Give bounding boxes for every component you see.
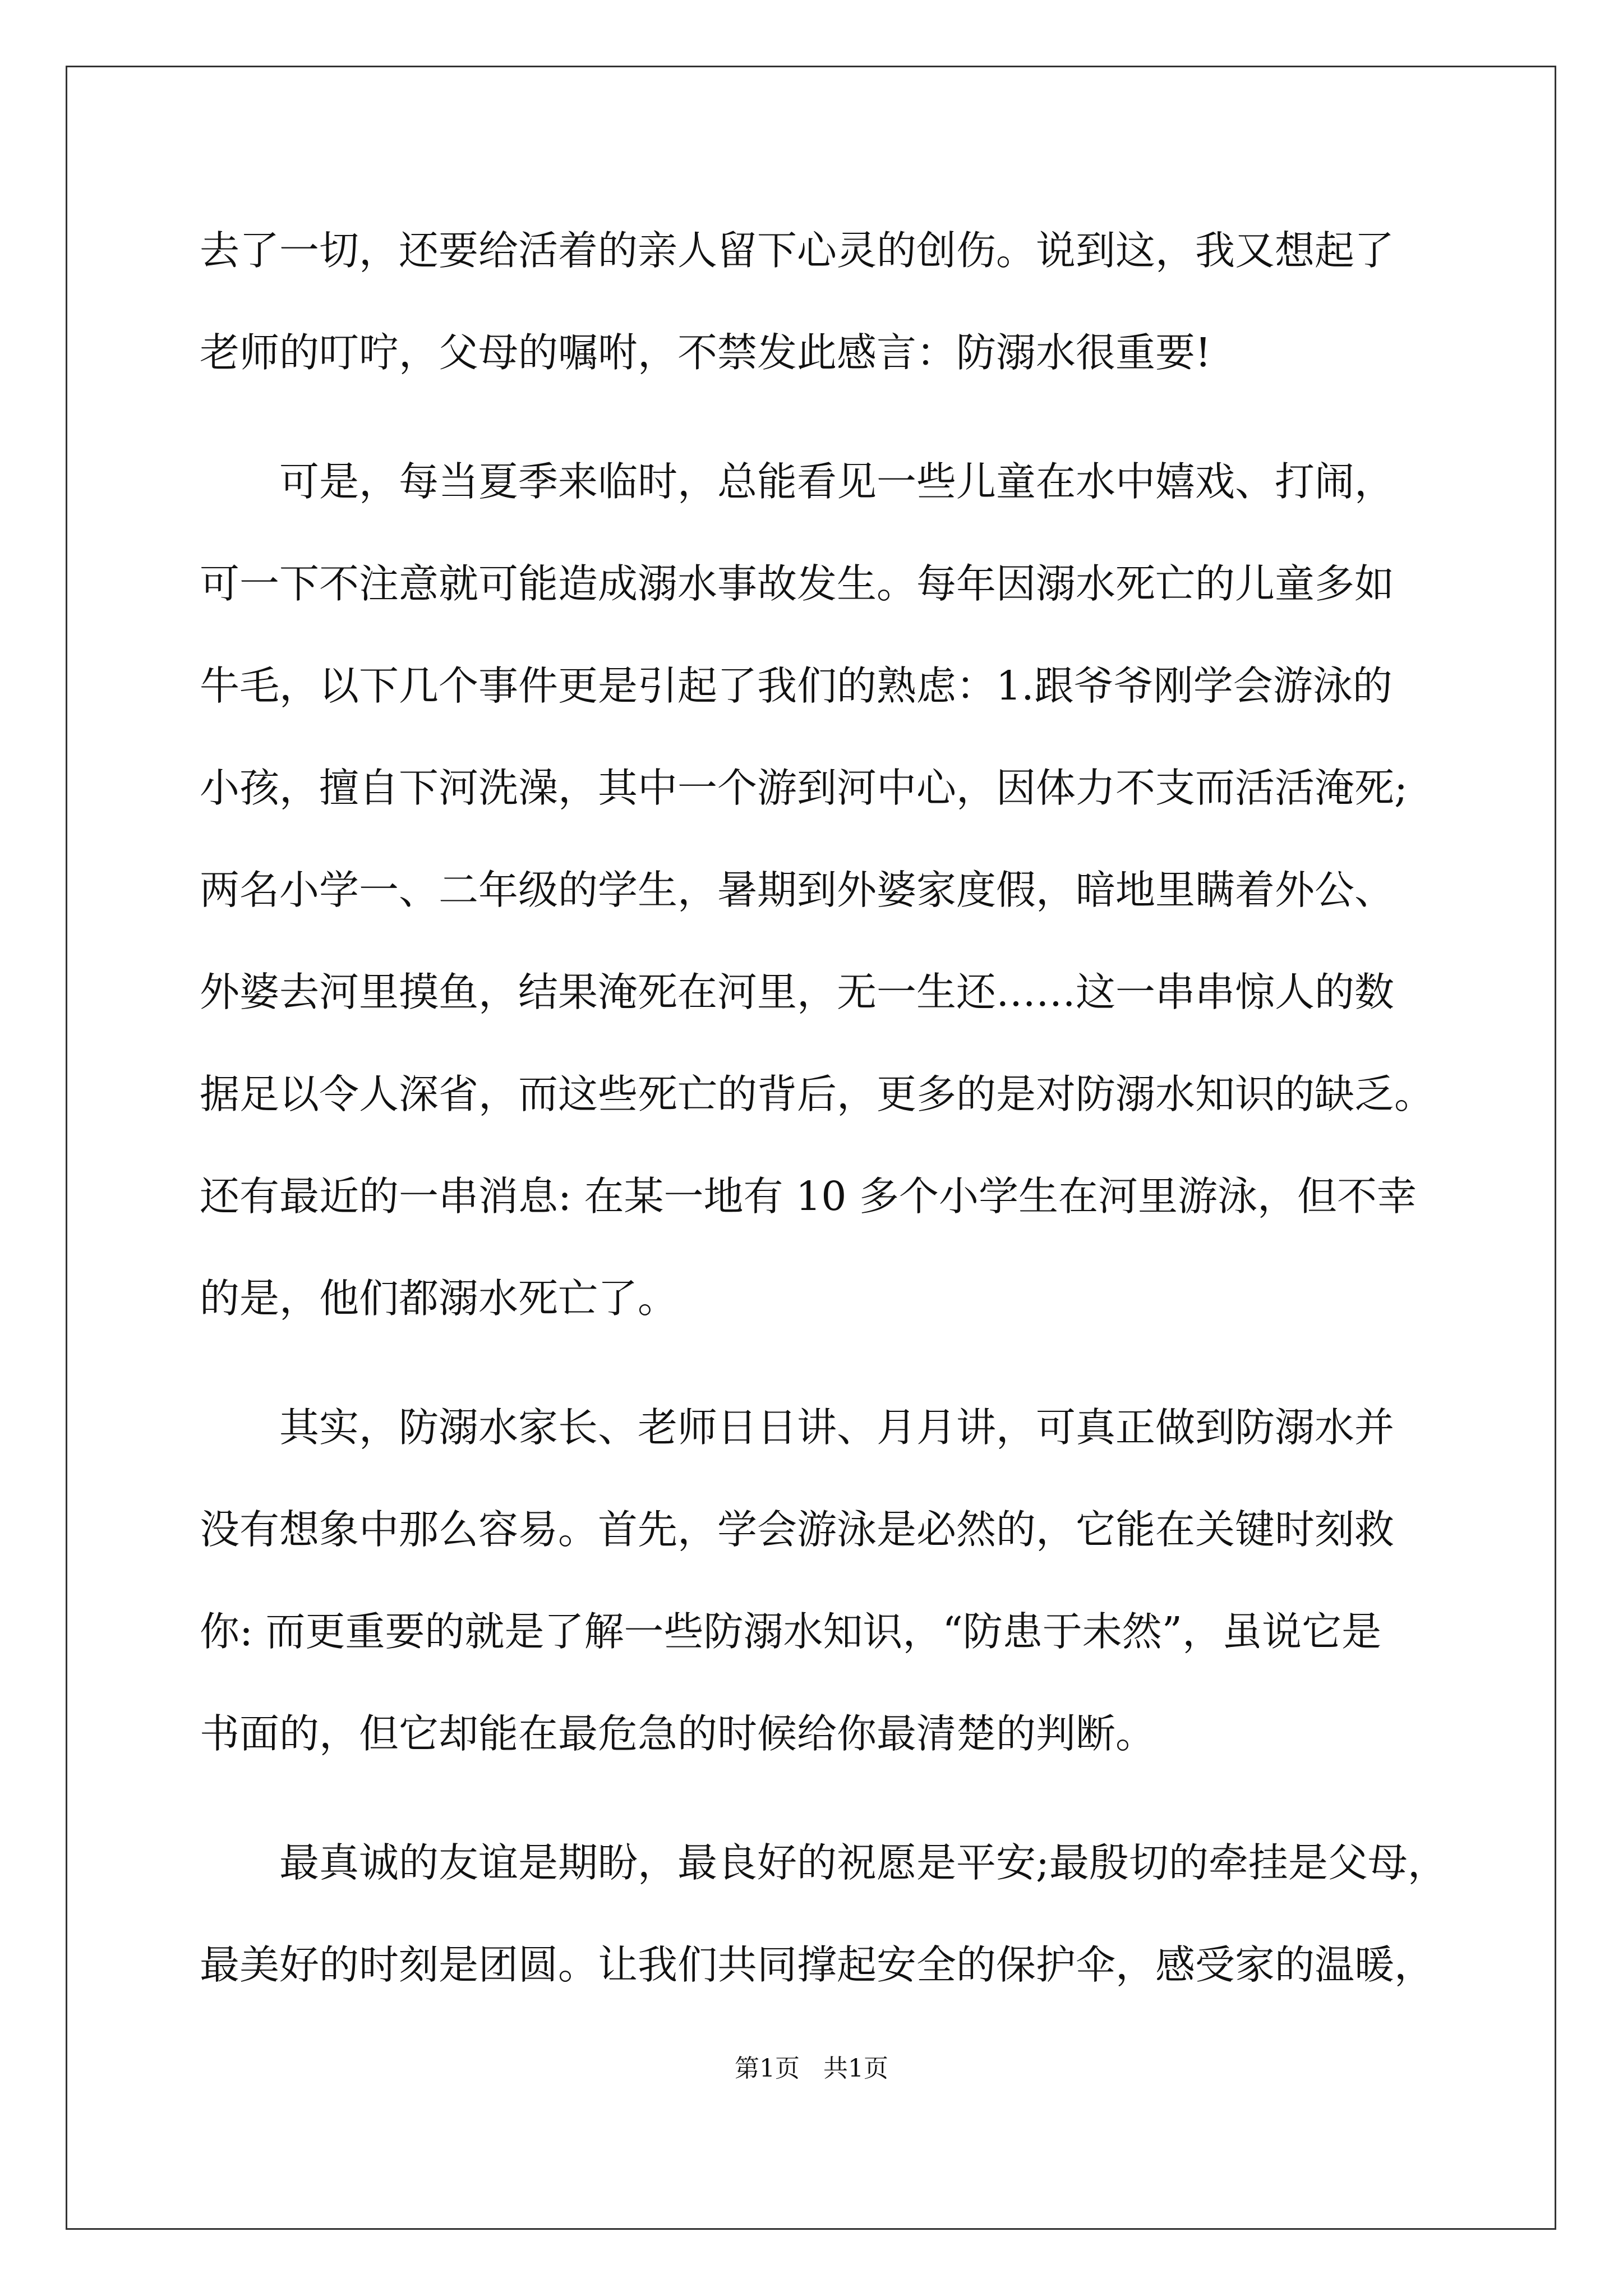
- text-line: 可是，每当夏季来临时，总能看见一些儿童在水中嬉戏、打闹，: [279, 458, 1395, 505]
- text-line: 还有最近的一串消息: 在某一地有 10 多个小学生在河里游泳，但不幸: [200, 1173, 1417, 1220]
- text-line: 据足以令人深省，而这些死亡的背后，更多的是对防溺水知识的缺乏。: [200, 1071, 1435, 1117]
- text-line: 书面的，但它却能在最危急的时候给你最清楚的判断。: [200, 1710, 1156, 1757]
- text-line: 两名小学一、二年级的学生，暑期到外婆家度假，暗地里瞒着外公、: [200, 867, 1395, 913]
- text-line: 小孩，擅自下河洗澡，其中一个游到河中心，因体力不支而活活淹死;: [200, 765, 1408, 811]
- text-line: 老师的叮咛，父母的嘱咐，不禁发此感言：防溺水很重要!: [200, 329, 1211, 376]
- text-line: 没有想象中那么容易。首先，学会游泳是必然的，它能在关键时刻救: [200, 1506, 1395, 1553]
- text-line: 的是，他们都溺水死亡了。: [200, 1275, 678, 1322]
- page-border: [66, 66, 1556, 2230]
- text-line: 可一下不注意就可能造成溺水事故发生。每年因溺水死亡的儿童多如: [200, 560, 1395, 607]
- text-line: 最美好的时刻是团圆。让我们共同撑起安全的保护伞，感受家的温暖，: [200, 1941, 1435, 1988]
- page-footer: 第1页 共1页: [735, 2054, 888, 2083]
- text-line: 外婆去河里摸鱼，结果淹死在河里，无一生还……这一串串惊人的数: [200, 969, 1395, 1015]
- text-line: 去了一切，还要给活着的亲人留下心灵的创伤。说到这，我又想起了: [200, 227, 1395, 274]
- text-line: 最真诚的友谊是期盼，最良好的祝愿是平安;最殷切的牵挂是父母，: [279, 1839, 1447, 1886]
- text-line: 牛毛，以下几个事件更是引起了我们的熟虑：1.跟爷爷刚学会游泳的: [200, 662, 1393, 709]
- text-line: 你: 而更重要的就是了解一些防溺水知识，“防患于未然”，虽说它是: [200, 1608, 1382, 1655]
- text-line: 其实，防溺水家长、老师日日讲、月月讲，可真正做到防溺水并: [279, 1404, 1395, 1451]
